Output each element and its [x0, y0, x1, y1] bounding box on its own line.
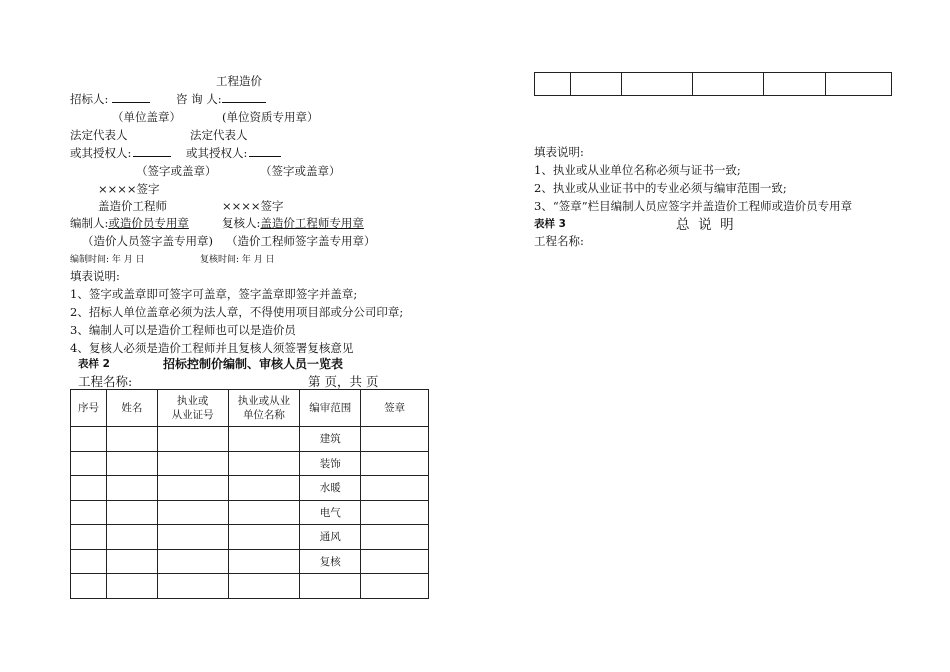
compiler-line [70, 215, 189, 231]
page-info: 第 页，共 页 [308, 374, 379, 389]
col-header-unit: 执业或从业 单位名称 [228, 390, 300, 427]
compile-time: 编制时间: 年 月 日 [70, 255, 145, 265]
table-row [71, 500, 429, 525]
authorized-label-2: 或其授权人: [186, 146, 248, 160]
authorized-blank-2 [249, 146, 281, 157]
table-row [71, 574, 429, 599]
left-notes-title: 填表说明: [70, 269, 120, 283]
scope-cell [300, 574, 361, 599]
right-note-3: 3、“签章”栏目编制人员应签字并盖造价工程师或造价员专用章 [534, 199, 853, 213]
reviewer-label: 复核人: [222, 216, 261, 230]
col-header-index: 序号 [71, 390, 107, 427]
consultant-label: 咨 询 人: [176, 92, 222, 106]
consultant-blank [222, 92, 266, 103]
table-row [71, 476, 429, 501]
sample2-label: 表样 2 [78, 358, 110, 370]
tenderer-label: 招标人: [70, 92, 109, 106]
sample2-title: 招标控制价编制、审核人员一览表 [163, 357, 344, 371]
sample3-title: 总 说 明 [676, 217, 734, 233]
project-name-label-left: 工程名称: [78, 374, 133, 389]
qualification-seal-note: (单位资质专用章） [222, 110, 319, 124]
right-notes-title: 填表说明: [534, 145, 584, 159]
reviewer-value: 盖造价工程师专用章 [260, 216, 364, 230]
staff-table [70, 389, 429, 599]
review-time: 复核时间: 年 月 日 [200, 255, 275, 265]
tenderer-blank [112, 92, 150, 103]
right-note-2: 2、执业或从业证书中的专业必须与编审范围一致; [534, 181, 787, 195]
scope-cell: 复核 [300, 549, 361, 574]
legal-rep-2: 法定代表人 [190, 128, 248, 142]
authorized-line-1 [70, 145, 171, 161]
table-row [71, 549, 429, 574]
col-header-signature: 签章 [361, 390, 429, 427]
sign-or-seal-note-2: （签字或盖章） [260, 164, 341, 178]
table-row [71, 451, 429, 476]
table-row [71, 427, 429, 452]
left-note-1: 1、签字或盖章即可签字可盖章，签字盖章即签字并盖章; [70, 287, 358, 301]
right-note-1: 1、执业或从业单位名称必须与证书一致; [534, 163, 741, 177]
left-note-4: 4、复核人必须是造价工程师并且复核人须签署复核意见 [70, 341, 354, 355]
compiler-note: （造价人员签字盖专用章) [82, 234, 213, 248]
scope-cell: 建筑 [300, 427, 361, 452]
scope-cell: 装饰 [300, 451, 361, 476]
authorized-label-1: 或其授权人: [70, 146, 132, 160]
col-header-cert-no: 执业或 从业证号 [157, 390, 228, 427]
cost-heading: 工程造价 [216, 74, 262, 88]
col-header-name: 姓名 [106, 390, 157, 427]
authorized-line-2 [186, 145, 281, 161]
scope-cell: 水暖 [300, 476, 361, 501]
unit-seal-note: （单位盖章） [112, 110, 181, 124]
xxxx-sign-1: ××××签字 [98, 182, 160, 196]
project-name-label-right: 工程名称: [534, 234, 584, 248]
stamp-engineer-note: 盖造价工程师 [98, 199, 167, 213]
continued-table-fragment [534, 72, 892, 96]
tenderer-line [70, 91, 150, 107]
table-row [535, 73, 892, 96]
table-header-row [71, 390, 429, 427]
scope-cell: 通风 [300, 525, 361, 550]
reviewer-note: （造价工程师签字盖专用章） [226, 234, 376, 248]
left-note-2: 2、招标人单位盖章必须为法人章，不得使用项目部或分公司印章; [70, 305, 404, 319]
table-row [71, 525, 429, 550]
xxxx-sign-2: ××××签字 [222, 199, 284, 213]
col-header-scope: 编审范围 [300, 390, 361, 427]
legal-rep-1: 法定代表人 [70, 128, 128, 142]
consultant-line [176, 91, 266, 107]
scope-cell: 电气 [300, 500, 361, 525]
compiler-label: 编制人: [70, 216, 109, 230]
authorized-blank-1 [133, 146, 171, 157]
compiler-value: 或造价员专用章 [108, 216, 189, 230]
sample3-label: 表样 3 [534, 218, 566, 230]
sign-or-seal-note-1: （签字或盖章） [136, 164, 217, 178]
left-note-3: 3、编制人可以是造价工程师也可以是造价员 [70, 323, 296, 337]
reviewer-line [222, 215, 364, 231]
